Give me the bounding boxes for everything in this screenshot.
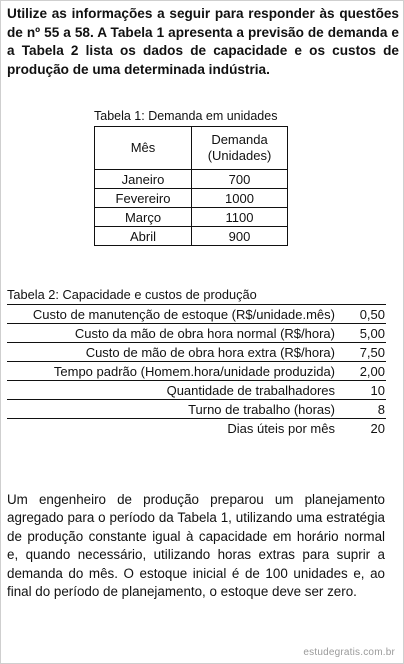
parameter-label: Tempo padrão (Homem.hora/unidade produzida)	[7, 362, 339, 381]
month-cell: Fevereiro	[95, 189, 192, 208]
demand-cell: 700	[192, 170, 288, 189]
site-watermark: estudegratis.com.br	[303, 647, 395, 658]
table-row	[7, 324, 386, 343]
month-cell: Janeiro	[95, 170, 192, 189]
month-cell: Abril	[95, 227, 192, 246]
table-row	[95, 189, 288, 208]
parameter-value: 7,50	[339, 343, 386, 362]
table-row	[7, 419, 386, 438]
demand-cell: 1000	[192, 189, 288, 208]
table-row	[95, 208, 288, 227]
parameter-label: Dias úteis por mês	[227, 421, 335, 436]
parameter-value: 5,00	[339, 324, 386, 343]
parameter-label: Quantidade de trabalhadores	[7, 381, 339, 400]
month-cell: Março	[95, 208, 192, 227]
parameter-label: Custo da mão de obra hora normal (R$/hora)	[7, 324, 339, 343]
intro-paragraph: Utilize as informações a seguir para responder às questões de nº 55 a 58. A Tabela 1 apresenta a previsão de demanda e a Tabela 2 lista os dados de capacidade e os custos de produção de uma determinada indústria.	[7, 6, 399, 77]
table-header-row	[95, 127, 288, 170]
table-row	[7, 381, 386, 400]
table-row	[7, 343, 386, 362]
demand-cell: 1100	[192, 208, 288, 227]
header-demand-label: Demanda (Unidades)	[207, 132, 272, 163]
parameter-label: Custo de mão de obra hora extra (R$/hora)	[7, 343, 339, 362]
parameter-value: 10	[339, 381, 386, 400]
table-row	[7, 400, 386, 419]
table-row	[95, 170, 288, 189]
demand-table	[94, 126, 288, 246]
parameter-label: Custo de manutenção de estoque (R$/unidade.mês)	[7, 305, 339, 324]
scenario-paragraph: Um engenheiro de produção preparou um planejamento agregado para o período da Tabela 1, utilizando uma estratégia de produção constante igual à capacidade em horário normal e, quando necessário, utilizando horas extras para suprir a demanda do mês. O estoque inicial é de 100 unidades e, ao final do período de planejamento, o estoque deve ser zero.	[7, 492, 385, 600]
demand-cell: 900	[192, 227, 288, 246]
parameter-value: 2,00	[339, 362, 386, 381]
capacity-cost-table	[7, 304, 386, 438]
header-month: Mês	[95, 127, 192, 170]
parameter-value: 20	[370, 421, 385, 436]
parameter-value: 0,50	[339, 305, 386, 324]
table2-caption: Tabela 2: Capacidade e custos de produção	[7, 287, 257, 302]
header-demand	[192, 127, 288, 170]
parameter-value: 8	[339, 400, 386, 419]
parameter-label: Turno de trabalho (horas)	[7, 400, 339, 419]
table-row	[95, 227, 288, 246]
table1-caption: Tabela 1: Demanda em unidades	[94, 109, 278, 123]
table-row	[7, 362, 386, 381]
table-row	[7, 305, 386, 324]
